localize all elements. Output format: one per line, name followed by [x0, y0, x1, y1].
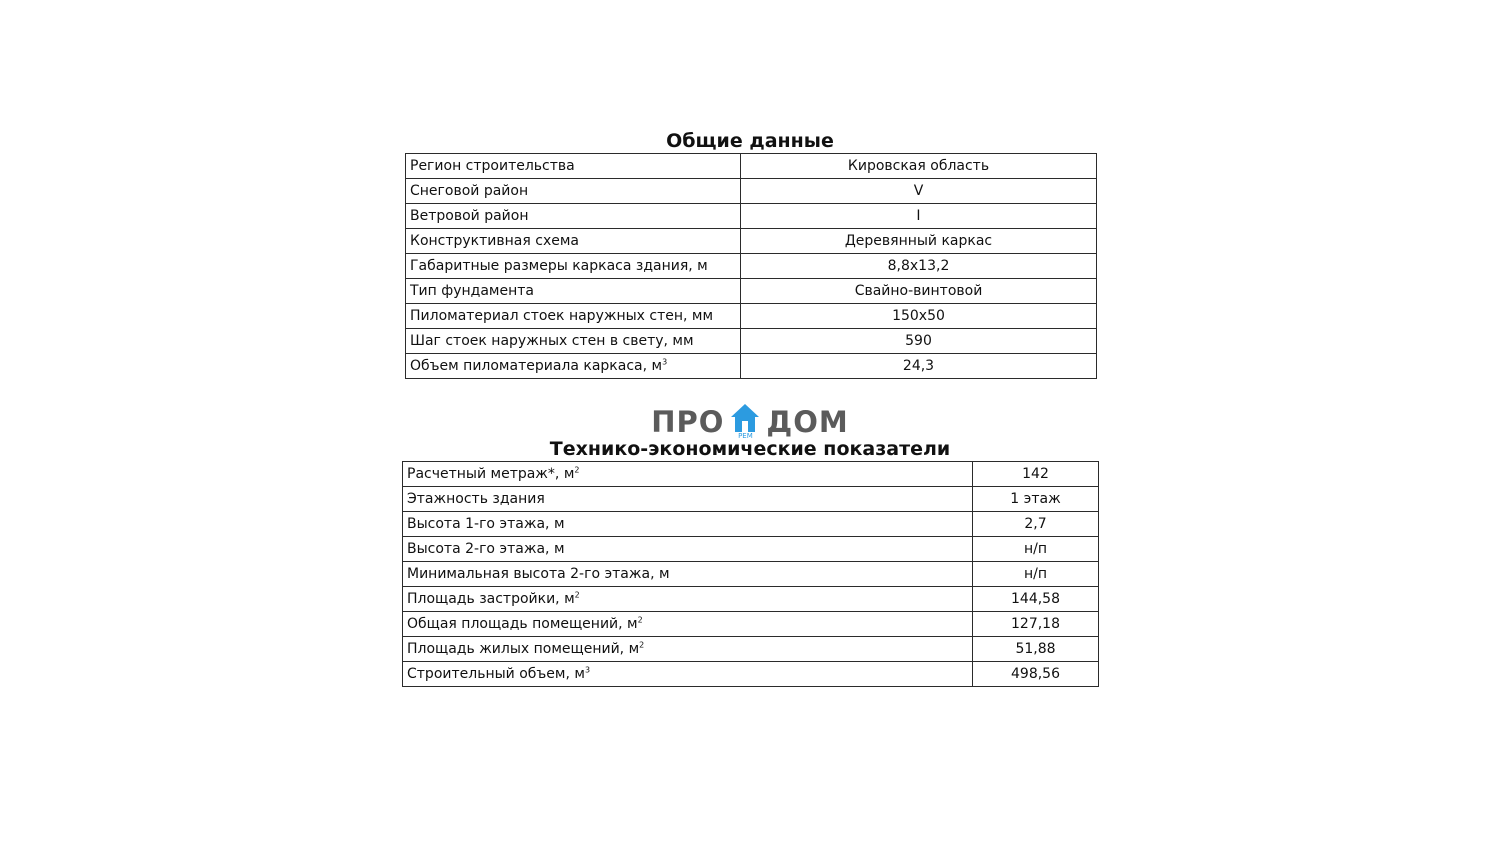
- row-label: Этажность здания: [403, 487, 973, 512]
- row-value: Свайно-винтовой: [741, 279, 1097, 304]
- general-data-table: [405, 153, 1097, 379]
- row-label: Конструктивная схема: [406, 229, 741, 254]
- unit-exponent: 2: [574, 590, 580, 600]
- row-label: Высота 1-го этажа, м: [403, 512, 973, 537]
- row-value: 498,56: [973, 662, 1099, 687]
- row-value: н/п: [973, 537, 1099, 562]
- table-row: [403, 537, 1099, 562]
- unit-exponent: 2: [574, 465, 580, 475]
- row-label: Габаритные размеры каркаса здания, м: [406, 254, 741, 279]
- row-label: Ветровой район: [406, 204, 741, 229]
- unit-exponent: 3: [662, 357, 668, 367]
- row-label: Пиломатериал стоек наружных стен, мм: [406, 304, 741, 329]
- row-label: Снеговой район: [406, 179, 741, 204]
- row-label-text: Общая площадь помещений, м: [407, 616, 638, 632]
- row-label-text: Расчетный метраж*, м: [407, 466, 575, 482]
- row-value: 8,8х13,2: [741, 254, 1097, 279]
- row-label-text: Строительный объем, м: [407, 666, 585, 682]
- row-label: [403, 662, 973, 687]
- row-label: Высота 2-го этажа, м: [403, 537, 973, 562]
- table-row: [403, 612, 1099, 637]
- table-row: [406, 304, 1097, 329]
- row-label: [403, 612, 973, 637]
- tech-economic-title: Технико-экономические показатели: [549, 438, 951, 460]
- table-row: [406, 329, 1097, 354]
- company-logo: [0, 402, 1500, 442]
- table-row: [403, 587, 1099, 612]
- unit-exponent: 2: [637, 615, 643, 625]
- table-row: [406, 354, 1097, 379]
- row-value: 2,7: [973, 512, 1099, 537]
- logo-text-right: ДОМ: [766, 405, 849, 439]
- row-value: Деревянный каркас: [741, 229, 1097, 254]
- unit-exponent: 3: [584, 665, 591, 675]
- row-value: 590: [741, 329, 1097, 354]
- logo-text-left: ПРО: [651, 405, 725, 439]
- table-row: [406, 204, 1097, 229]
- row-label: Тип фундамента: [406, 279, 741, 304]
- row-label-text: Площадь жилых помещений, м: [407, 641, 640, 657]
- row-label: Регион строительства: [406, 154, 741, 179]
- row-label-text: Площадь застройки, м: [407, 591, 575, 607]
- table-row: [406, 279, 1097, 304]
- row-label: [403, 637, 973, 662]
- row-value: 144,58: [973, 587, 1099, 612]
- row-value: I: [741, 204, 1097, 229]
- table-row: [406, 179, 1097, 204]
- row-label: Шаг стоек наружных стен в свету, мм: [406, 329, 741, 354]
- house-icon: [730, 402, 760, 442]
- row-value: V: [741, 179, 1097, 204]
- table-row: [406, 229, 1097, 254]
- row-label: [406, 354, 741, 379]
- row-label: Минимальная высота 2-го этажа, м: [403, 562, 973, 587]
- unit-exponent: 2: [639, 640, 645, 650]
- table-row: [403, 637, 1099, 662]
- row-value: Кировская область: [741, 154, 1097, 179]
- table-row: [403, 462, 1099, 487]
- row-value: 150х50: [741, 304, 1097, 329]
- row-value: 51,88: [973, 637, 1099, 662]
- table-row: [403, 487, 1099, 512]
- tech-economic-table: [402, 461, 1099, 687]
- table-row: [403, 512, 1099, 537]
- row-value: 1 этаж: [973, 487, 1099, 512]
- table-row: [406, 254, 1097, 279]
- row-label: [403, 462, 973, 487]
- row-value: 24,3: [741, 354, 1097, 379]
- row-value: н/п: [973, 562, 1099, 587]
- row-value: 142: [973, 462, 1099, 487]
- table-row: [406, 154, 1097, 179]
- logo-subtext: РЕМ: [738, 432, 753, 440]
- row-value: 127,18: [973, 612, 1099, 637]
- general-data-title: Общие данные: [666, 130, 834, 152]
- row-label: [403, 587, 973, 612]
- row-label-text: Объем пиломатериала каркаса, м: [410, 358, 663, 374]
- table-row: [403, 662, 1099, 687]
- table-row: [403, 562, 1099, 587]
